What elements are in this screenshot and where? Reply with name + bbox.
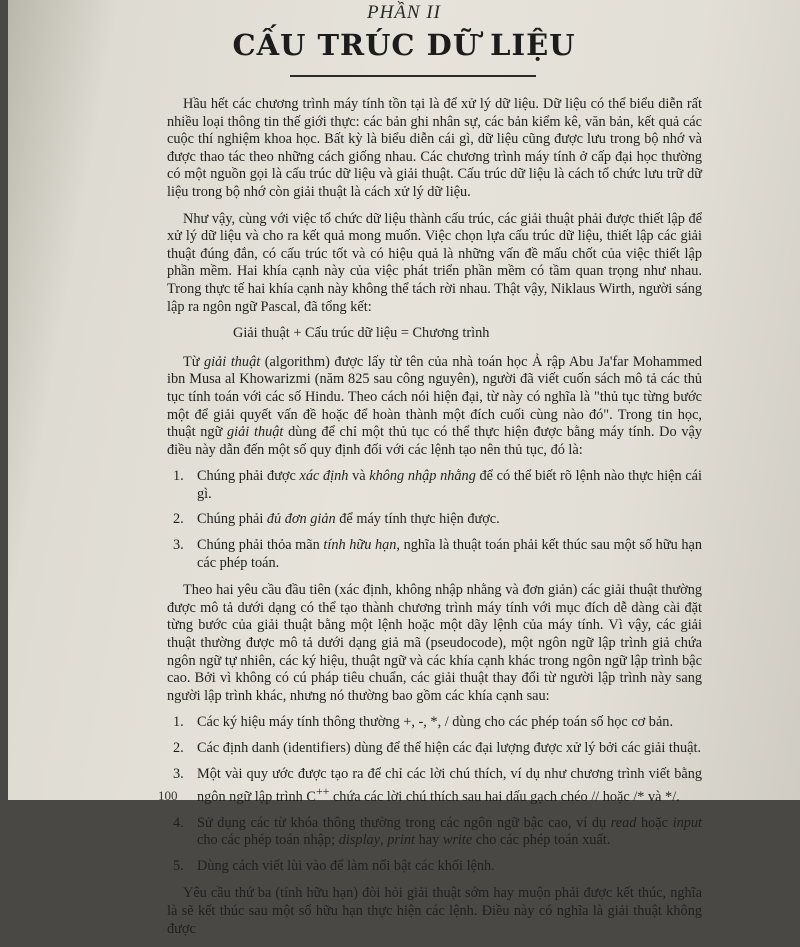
requirements-list bbox=[167, 468, 702, 572]
chapter-title: CẤU TRÚC DỮ LIỆU bbox=[232, 28, 576, 62]
book-page bbox=[8, 0, 800, 937]
list-item: 5. Dùng cách viết lùi vào để làm nổi bật các khối lệnh. bbox=[173, 857, 495, 874]
paragraph-algorithm-definition: Từ giải thuật (algorithm) được lấy từ tên của nhà toán học Ả rập Abu Ja'far Mohammed ibn Musa al Khowarizmi (năm 825 sau công nguyên), người đã viết cuốn sách mô tả các thủ tục tính toán với các số Hindu. Theo cách nói hiện đại, từ này có nghĩa là "thủ tục từng bước một để giải quyết vấn đề hoặc để hoàn thành một đích cuối cùng nào đó". Trong tin học, thuật ngữ giải thuật dùng để chỉ một thủ tục có thể thực hiện được bằng máy tính. Do vậy điều này dẫn đến một số quy định đối với các lệnh tạo nên thủ tục, đó là: bbox=[167, 353, 702, 458]
paragraph-finiteness: Yêu cầu thứ ba (tính hữu hạn) đòi hỏi giải thuật sớm hay muộn phải được kết thúc, nghĩa là sẽ kết thúc sau một số hữu hạn thực hiện các lệnh. Điều này có nghĩa là giải thuật không được bbox=[167, 885, 702, 937]
list-item: 4. Sử dụng các từ khóa thông thường trong các ngôn ngữ bậc cao, ví dụ read hoặc input cho các phép toán nhập; display, print hay write cho các phép toán xuất. bbox=[173, 814, 702, 849]
list-item: 2. Chúng phải đủ đơn giản để máy tính thực hiện được. bbox=[173, 511, 500, 528]
page-body bbox=[167, 96, 702, 947]
list-item: 3. Chúng phải thỏa mãn tính hữu hạn, nghĩa là thuật toán phải kết thúc sau một số hữu hạn các phép toán. bbox=[173, 537, 702, 571]
paragraph-intro: Hầu hết các chương trình máy tính tồn tại là để xử lý dữ liệu. Dữ liệu có thể biểu diễn rất nhiều loại thông tin thế giới thực: các bản ghi nhân sự, các bản kiểm kê, văn bản, kết quả các cuộc thí nghiệm khoa học. Bất kỳ là biểu diễn cái gì, dữ liệu cũng được lưu trong bộ nhớ và được thao tác theo những cách giống nhau. Các chương trình máy tính ở cấp đại học thường có một nguồn gọi là cấu trúc dữ liệu và giải thuật. Cấu trúc dữ liệu là cách tổ chức lưu trữ dữ liệu trong bộ nhớ còn giải thuật là cách xử lý dữ liệu. bbox=[167, 96, 702, 200]
paragraph-software: Như vậy, cùng với việc tổ chức dữ liệu thành cấu trúc, các giải thuật phải được thiết lập để xử lý dữ liệu và cho ra kết quả mong muốn. Việc chọn lựa cấu trúc dữ liệu, thiết lập các giải thuật đúng đắn, có cấu trúc tốt và có hiệu quả là những vấn đề mấu chốt của việc thiết lập phần mềm. Hai khía cạnh này của việc phát triển phần mềm có tầm quan trọng như nhau. Trong thực tế hai khía cạnh này không thể tách rời nhau. Thật vậy, Niklaus Wirth, người sáng lập ra ngôn ngữ Pascal, đã tổng kết: bbox=[167, 210, 702, 315]
part-heading: PHẦN II bbox=[366, 2, 441, 23]
page-number: 100 bbox=[158, 788, 178, 803]
paragraph-pseudocode: Theo hai yêu cầu đầu tiên (xác định, không nhập nhằng và đơn giản) các giải thuật thường được mô tả dưới dạng có thể tạo thành chương trình máy tính với mục đích dễ dàng cài đặt từng bước của giải thuật bằng một lệnh hoặc một dãy lệnh của máy tính. Vì vậy, các giải thuật thường được mô tả dưới dạng giả mã (pseudocode), một ngôn ngữ lập trình giả chứa ngôn ngữ tự nhiên, các ký hiệu, thuật ngữ và các khía cạnh khác trong ngôn ngữ lập trình bậc cao. Bởi vì không có cú pháp tiêu chuẩn, các giải thuật thay đổi từ người lập trình này sang người lập trình khác, nhưng nó thường bao gồm các khía cạnh sau: bbox=[167, 582, 702, 704]
pseudocode-aspects-list bbox=[167, 714, 702, 875]
list-item: 3. Một vài quy ước được tạo ra để chỉ các lời chú thích, ví dụ như chương trình viết bằng ngôn ngữ lập trình C++ chứa các lời chú thích sau hai dấu gạch chéo // hoặc /* và */. bbox=[173, 765, 702, 805]
list-item: 1. Các ký hiệu máy tính thông thường +, -, *, / dùng cho các phép toán số học cơ bản. bbox=[173, 714, 674, 731]
title-underline bbox=[290, 75, 536, 77]
list-item: 1. Chúng phải được xác định và không nhập nhằng để có thể biết rõ lệnh nào thực hiện cái gì. bbox=[173, 468, 702, 502]
wirth-formula: Giải thuật + Cấu trúc dữ liệu = Chương trình bbox=[233, 325, 490, 342]
list-item: 2. Các định danh (identifiers) dùng để thể hiện các đại lượng được xử lý bởi các giải thuật. bbox=[173, 740, 702, 756]
